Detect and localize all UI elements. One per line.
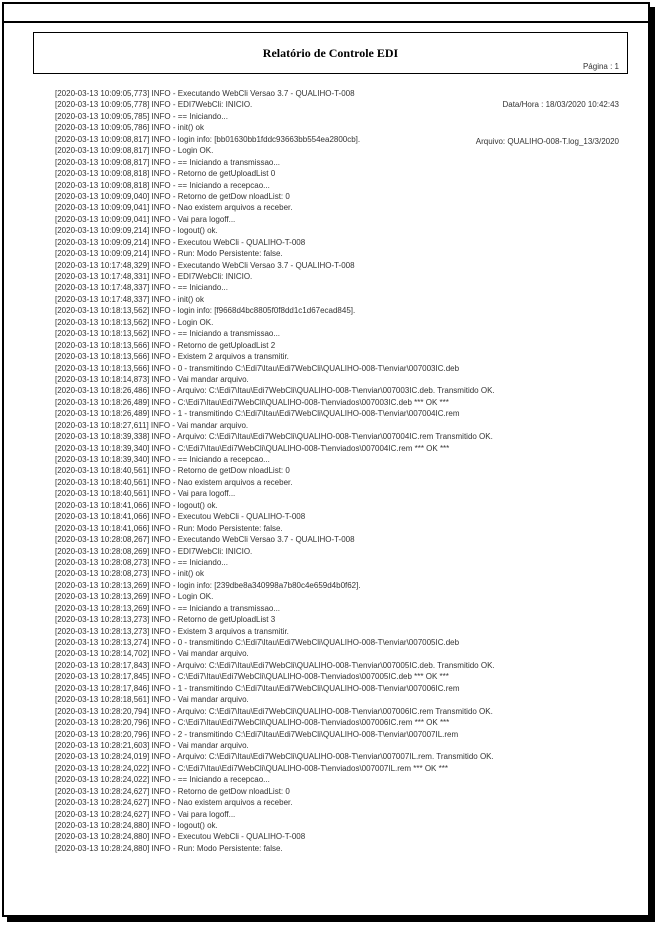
- log-line: [2020-03-13 10:28:13,269] INFO - Login OK.: [55, 592, 214, 602]
- log-line: [2020-03-13 10:28:13,273] INFO - Retorno de getUploadList 3: [55, 615, 276, 625]
- log-line: [2020-03-13 10:28:24,627] INFO - Retorno de getDow nloadList: 0: [55, 786, 290, 796]
- log-line: [2020-03-13 10:28:20,796] INFO - C:\Edi7\Itau\Edi7WebCli\QUALIHO-008-T\enviados\007006IC.rem *** OK ***: [55, 718, 450, 728]
- log-line: [2020-03-13 10:28:24,019] INFO - Arquivo: C:\Edi7\Itau\Edi7WebCli\QUALIHO-008-T\enviar\007007IL.rem. Transmitido OK.: [55, 752, 494, 762]
- log-line: [2020-03-13 10:09:09,040] INFO - Retorno de getDow nloadList: 0: [55, 191, 290, 201]
- log-line: [2020-03-13 10:09:05,778] INFO - EDI7WebCli: INICIO.: [55, 100, 253, 110]
- log-line: [2020-03-13 10:18:26,486] INFO - Arquivo: C:\Edi7\Itau\Edi7WebCli\QUALIHO-008-T\enviar\007003IC.deb. Transmitido OK.: [55, 386, 495, 396]
- page-number-label: Página : 1: [582, 62, 619, 71]
- log-line: [2020-03-13 10:09:08,818] INFO - == Iniciando a recepcao...: [55, 180, 270, 190]
- log-line: [2020-03-13 10:18:13,566] INFO - Existem 2 arquivos a transmitir.: [55, 352, 289, 362]
- log-line: [2020-03-13 10:18:40,561] INFO - Retorno de getDow nloadList: 0: [55, 466, 290, 476]
- log-line: [2020-03-13 10:18:14,873] INFO - Vai mandar arquivo.: [55, 374, 249, 384]
- log-line: [2020-03-13 10:17:48,337] INFO - init() ok: [55, 294, 204, 304]
- log-line: [2020-03-13 10:18:41,066] INFO - logout() ok.: [55, 500, 218, 510]
- log-line: [2020-03-13 10:28:08,273] INFO - init() ok: [55, 569, 204, 579]
- log-line: [2020-03-13 10:18:13,566] INFO - Retorno de getUploadList 2: [55, 340, 276, 350]
- log-line: [2020-03-13 10:09:09,041] INFO - Vai para logoff...: [55, 214, 236, 224]
- report-title: Relatório de Controle EDI: [262, 46, 399, 60]
- log-line: [2020-03-13 10:28:24,627] INFO - Nao existem arquivos a receber.: [55, 798, 293, 808]
- log-line: [2020-03-13 10:18:26,489] INFO - 1 - transmitindo C:\Edi7\Itau\Edi7WebCli\QUALIHO-008-T\enviar\007004IC.rem: [55, 409, 460, 419]
- log-line: [2020-03-13 10:28:24,022] INFO - C:\Edi7\Itau\Edi7WebCli\QUALIHO-008-T\enviados\007007IL.rem *** OK ***: [55, 763, 448, 773]
- log-line: [2020-03-13 10:18:39,340] INFO - C:\Edi7\Itau\Edi7WebCli\QUALIHO-008-T\enviados\007004IC.rem *** OK ***: [55, 443, 450, 453]
- log-line: [2020-03-13 10:09:05,786] INFO - init() ok: [55, 123, 204, 133]
- log-line: [2020-03-13 10:09:09,214] INFO - Run: Modo Persistente: false.: [55, 249, 283, 259]
- log-line: [2020-03-13 10:28:20,796] INFO - 2 - transmitindo C:\Edi7\Itau\Edi7WebCli\QUALIHO-008-T\enviar\007007IL.rem: [55, 729, 459, 739]
- log-line: [2020-03-13 10:28:24,627] INFO - Vai para logoff...: [55, 809, 236, 819]
- log-line: [2020-03-13 10:28:13,269] INFO - login info: [239dbe8a340998a7b80c4e659d4b0f62].: [55, 580, 361, 590]
- log-line: [2020-03-13 10:09:05,785] INFO - == Iniciando...: [55, 111, 228, 121]
- log-line: [2020-03-13 10:17:48,331] INFO - EDI7WebCli: INICIO.: [55, 272, 253, 281]
- log-line: [2020-03-13 10:17:48,337] INFO - == Iniciando...: [55, 283, 228, 293]
- log-line: [2020-03-13 10:18:39,340] INFO - == Iniciando a recepcao...: [55, 455, 270, 464]
- log-line: [2020-03-13 10:18:13,562] INFO - == Iniciando a transmissao...: [55, 329, 281, 339]
- log-lines-container: [55, 88, 640, 854]
- log-line: [2020-03-13 10:28:24,022] INFO - == Iniciando a recepcao...: [55, 775, 270, 785]
- log-line: [2020-03-13 10:09:08,817] INFO - == Iniciando a transmissao...: [55, 157, 281, 167]
- log-line: [2020-03-13 10:18:26,489] INFO - C:\Edi7\Itau\Edi7WebCli\QUALIHO-008-T\enviados\007003IC.deb *** OK ***: [55, 397, 449, 407]
- log-line: [2020-03-13 10:18:27,611] INFO - Vai mandar arquivo.: [55, 420, 249, 430]
- log-line: [2020-03-13 10:09:09,214] INFO - logout() ok.: [55, 226, 218, 236]
- log-line: [2020-03-13 10:28:17,843] INFO - Arquivo: C:\Edi7\Itau\Edi7WebCli\QUALIHO-008-T\enviar\007005IC.deb. Transmitido OK.: [55, 660, 495, 670]
- log-line: [2020-03-13 10:18:13,562] INFO - Login OK.: [55, 317, 214, 327]
- log-line: [2020-03-13 10:28:08,269] INFO - EDI7WebCli: INICIO.: [55, 546, 253, 556]
- log-line: [2020-03-13 10:09:09,214] INFO - Executou WebCli - QUALIHO-T-008: [55, 237, 306, 247]
- log-line: [2020-03-13 10:28:18,561] INFO - Vai mandar arquivo.: [55, 695, 249, 705]
- log-line: [2020-03-13 10:09:08,817] INFO - login info: [bb01630bb1fddc93663bb554ea2800cb].: [55, 134, 361, 144]
- log-line: [2020-03-13 10:28:13,273] INFO - Existem 3 arquivos a transmitir.: [55, 626, 289, 636]
- log-line: [2020-03-13 10:28:24,880] INFO - Run: Modo Persistente: false.: [55, 843, 283, 853]
- log-line: [2020-03-13 10:17:48,329] INFO - Executando WebCli Versao 3.7 - QUALIHO-T-008: [55, 260, 355, 270]
- log-line: [2020-03-13 10:18:13,562] INFO - login info: [f9668d4bc8805f0f8dd1c1d67ecad845].: [55, 306, 356, 316]
- log-line: [2020-03-13 10:09:05,773] INFO - Executando WebCli Versao 3.7 - QUALIHO-T-008: [55, 89, 355, 98]
- filename-label: Arquivo: QUALIHO-008-T.log_13/3/2020: [475, 137, 619, 146]
- log-line: [2020-03-13 10:09:08,817] INFO - Login OK.: [55, 146, 214, 156]
- log-line: [2020-03-13 10:28:17,846] INFO - 1 - transmitindo C:\Edi7\Itau\Edi7WebCli\QUALIHO-008-T\enviar\007006IC.rem: [55, 683, 460, 693]
- log-line: [2020-03-13 10:18:41,066] INFO - Executou WebCli - QUALIHO-T-008: [55, 512, 306, 522]
- log-line: [2020-03-13 10:28:08,273] INFO - == Iniciando...: [55, 557, 228, 567]
- log-line: [2020-03-13 10:09:09,041] INFO - Nao existem arquivos a receber.: [55, 203, 293, 213]
- log-line: [2020-03-13 10:28:13,269] INFO - == Iniciando a transmissao...: [55, 603, 281, 613]
- log-line: [2020-03-13 10:28:24,880] INFO - logout() ok.: [55, 821, 218, 830]
- page-top-rule: [4, 21, 648, 23]
- log-line: [2020-03-13 10:18:40,561] INFO - Vai para logoff...: [55, 489, 236, 499]
- log-line: [2020-03-13 10:28:17,845] INFO - C:\Edi7\Itau\Edi7WebCli\QUALIHO-008-T\enviados\007005IC.deb *** OK ***: [55, 672, 449, 682]
- log-line: [2020-03-13 10:28:08,267] INFO - Executando WebCli Versao 3.7 - QUALIHO-T-008: [55, 535, 355, 545]
- log-line: [2020-03-13 10:28:13,274] INFO - 0 - transmitindo C:\Edi7\Itau\Edi7WebCli\QUALIHO-008-T\enviar\007005IC.deb: [55, 638, 460, 647]
- datetime-label: Data/Hora : 18/03/2020 10:42:43: [502, 99, 619, 109]
- log-line: [2020-03-13 10:28:21,603] INFO - Vai mandar arquivo.: [55, 740, 249, 750]
- log-line: [2020-03-13 10:28:24,880] INFO - Executou WebCli - QUALIHO-T-008: [55, 832, 306, 842]
- report-page: [2, 2, 650, 917]
- log-line: [2020-03-13 10:28:14,702] INFO - Vai mandar arquivo.: [55, 649, 249, 659]
- log-line: [2020-03-13 10:18:13,566] INFO - 0 - transmitindo C:\Edi7\Itau\Edi7WebCli\QUALIHO-008-T\enviar\007003IC.deb: [55, 363, 460, 373]
- log-line: [2020-03-13 10:09:08,818] INFO - Retorno de getUploadList 0: [55, 169, 276, 179]
- log-line: [2020-03-13 10:28:20,794] INFO - Arquivo: C:\Edi7\Itau\Edi7WebCli\QUALIHO-008-T\enviar\007006IC.rem Transmitido OK.: [55, 706, 493, 716]
- log-line: [2020-03-13 10:18:40,561] INFO - Nao existem arquivos a receber.: [55, 477, 293, 487]
- log-line: [2020-03-13 10:18:41,066] INFO - Run: Modo Persistente: false.: [55, 523, 283, 533]
- log-line: [2020-03-13 10:18:39,338] INFO - Arquivo: C:\Edi7\Itau\Edi7WebCli\QUALIHO-008-T\enviar\007004IC.rem Transmitido OK.: [55, 432, 493, 442]
